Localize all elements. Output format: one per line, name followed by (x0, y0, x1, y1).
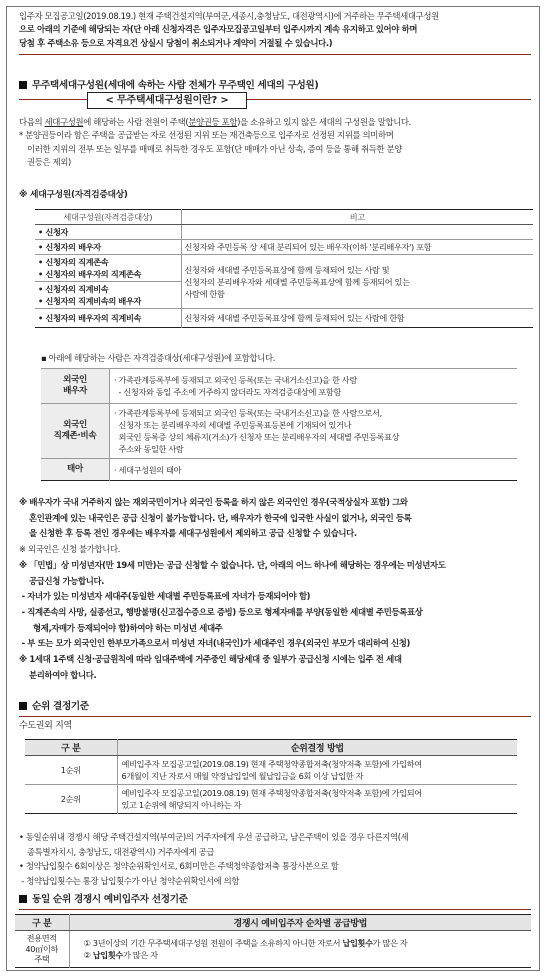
region-subtitle: 수도권외 지역 (19, 721, 72, 731)
ranking-table (25, 739, 517, 814)
table-row: 외국인 직계존·비속 · 가족관계등록부에 등재되고 외국인 등록(또는 국내거소신고)을 한 사람으로서, 신청자 또는 분리배우자의 세대별 주민등록표등본에 기재되어 있거나 외국인 등록증 상의 체류지(거소)가 신청자 또는 분리배우자의 세대별 주민등록표상 주소와 동일한 사람 (41, 404, 517, 459)
note-minor-case-2-line-1: - 직계존속의 사망, 실종선고, 행방불명(신고접수증으로 증빙) 등으로 형제자매를 부양(동일한 세대별 주민등록표상 (19, 606, 423, 617)
category-col-header: 구 분 (15, 915, 69, 931)
note-minor-case-1: - 자녀가 있는 미성년자 세대주(동일한 세대별 주민등록표에 자녀가 등재되어야 함) (19, 591, 311, 602)
ranking-notes (7, 830, 539, 888)
table-row: 2순위 예비입주자 모집공고일(2019.08.19) 현재 주택청약종합저축(청약저축 포함)에 가입되어 있고 1순위에 해당되지 아니하는 자 (25, 785, 517, 814)
method-col-header: 순위결정 방법 (117, 740, 517, 756)
eligibility-notes (7, 495, 539, 683)
foreigner-intro: ▪ 아래에 해당하는 사람은 자격검증대상(세대구성원)에 포함합니다. (41, 353, 276, 363)
rank-col-header: 구 분 (25, 740, 117, 756)
members-subtitle: ※ 세대구성원(자격검증대상) (19, 190, 128, 200)
tiebreak-table (15, 914, 531, 968)
note-minor-case-3: - 부 또는 모가 외국인인 한부모가족으로서 미성년 자녀(내국인)가 세대주인 경우(외국인 부모가 대리하여 신청) (19, 638, 410, 649)
section-title-ranking: 순위 결정기준 (7, 700, 539, 714)
table-row: 1순위 예비입주자 모집공고일(2019.08.19) 현재 주택청약종합저축(청약저축 포함)에 가입하여 6개월이 지난 자로서 매월 약정납입일에 월납입금을 6회 이상 납입한 자 (25, 756, 517, 785)
table-row: • 신청자의 배우자의 직계비속 신청자와 세대별 주민등록표상에 함께 등재되어 있는 사람에 한함 (35, 309, 533, 328)
section-divider (19, 54, 531, 55)
ranking-note-1-line-2: 종특별자치시, 충청남도, 대전광역시) 거주자에게 공급 (27, 846, 215, 857)
remarks-col-header: 비고 (181, 210, 533, 225)
ranking-note-1-line-1: • 동일순위내 경쟁시 해당 주택건설지역(부여군)의 거주자에게 우선 공급하고, 남은주택이 있을 경우 다른지역(세 (19, 832, 409, 842)
note-minor-line-1: ※ 「민법」상 미성년자(만 19세 미만)는 공급 신청할 수 없습니다. 단, 아래의 어느 하나에 해당하는 경우에는 미성년자도 (19, 559, 446, 570)
members-table (35, 209, 533, 328)
note-line-3: 권등은 제외) (27, 157, 71, 168)
square-bullet-icon (19, 81, 27, 89)
definition-paragraph (7, 116, 539, 170)
note-spouse-line-1: ※ 배우자가 국내 거주하지 않는 재외국민이거나 외국인 등록을 하지 않은 외국인인 경우(국적상실자 포함) 그와 (19, 497, 408, 507)
note-spouse-line-2: 혼인관계에 있는 내국인은 공급 신청이 불가능합니다. 단, 배우자가 한국에 입국한 사실이 없거나, 외국인 등록 (29, 512, 412, 523)
members-table-wrap (7, 209, 539, 328)
members-col-header: 세대구성원(자격검증대상) (35, 210, 181, 225)
intro-line-2: 으로 아래의 기준에 해당되는 자(단 아래 신청자격은 입주자모집공고일부터 입주시까지 계속 유지하고 있어야 하며 (19, 24, 418, 35)
definition-line: 다음의 세대구성원에 해당하는 사람 전원이 주택(분양권등 포함)을 소유하고 있지 않은 세대의 구성원을 말합니다. (19, 117, 411, 127)
table-row: • 신청자의 직계존속 • 신청자의 배우자의 직계존속 신청자와 세대별 주민등록표상에 함께 등재되어 있는 사람 및 신청자의 분리배우자와 세대별 주민등록표상에 함께 등재되어 있는 사람에 한함 (35, 255, 533, 282)
square-bullet-icon (19, 895, 27, 903)
note-spouse-line-3: 을 신청한 후 등록 전인 경우에는 배우자를 세대구성원에서 제외하고 공급 신청할 수 있습니다. (29, 528, 357, 539)
tiebreak-item-2: ② 납입횟수가 많은 자 (83, 949, 158, 960)
ranking-note-2: • 청약납입횟수 6회이상은 청약순위확인서로, 6회미만은 주택청약종합저축 통장사본으로 함 (19, 861, 339, 871)
foreigner-table-wrap (7, 368, 539, 481)
table-row: 태아 · 세대구성원의 태아 (41, 459, 517, 481)
supply-method-col-header: 경쟁시 예비입주자 순차별 공급방법 (69, 915, 531, 931)
definition-banner: < 무주택세대구성원이란? > (87, 92, 247, 109)
table-row: • 신청자의 직계비속 • 신청자의 직계비속의 배우자 (35, 282, 533, 309)
table-row: 전용면적 40㎡이하 주택 ① 3년이상의 기간 무주택세대구성원 전원이 주택을 소유하지 아니한 자로서 납입횟수가 많은 자 ② 납입횟수가 많은 자 (15, 931, 531, 968)
tiebreak-table-wrap (7, 914, 539, 968)
foreigner-table (41, 368, 517, 481)
section-title-household: 무주택세대구성원(세대에 속하는 사람 전체가 무주택인 세대의 구성원) (7, 79, 539, 93)
tiebreak-item-1: ① 3년이상의 기간 무주택세대구성원 전원이 주택을 소유하지 아니한 자로서 납입횟수가 많은 자 (83, 937, 408, 948)
intro-line-1: 입주자 모집공고일(2019.08.19.) 현재 주택건설지역(부여군,세종시,충청남도, 대전광역시)에 거주하는 무주택세대구성원 (19, 11, 439, 21)
note-minor-line-2: 공급신청 가능합니다. (29, 575, 105, 586)
section-underline (19, 716, 531, 717)
intro-paragraph (7, 10, 539, 50)
section-underline (19, 909, 531, 910)
square-bullet-icon (19, 702, 27, 710)
table-row: • 신청자 (35, 225, 533, 240)
note-foreigner: ※ 외국인은 신청 불가합니다. (19, 544, 121, 555)
section-title-tiebreak: 동일 순위 경쟁시 예비입주자 선정기준 (7, 893, 539, 907)
notice-page (6, 6, 540, 971)
note-one-house-line-2: 분리하여야 합니다. (29, 669, 97, 680)
table-row: 외국인 배우자 · 가족관계등록부에 등재되고 외국인 등록(또는 국내거소신고)을 한 사람 - 신청자와 동일 주소에 거주하지 않더라도 자격검증대상에 포함함 (41, 369, 517, 404)
note-one-house-line-1: ※ 1세대 1주택 신청·공급원칙에 따라 임대주택에 거주중인 해당세대 중 일부가 공급신청 시에는 입주 전 세대 (19, 654, 402, 665)
note-line-2: 이러한 지위의 전부 또는 일부를 매매로 취득한 경우도 포함(단 매매가 아닌 상속, 증여 등을 통해 취득한 분양 (27, 143, 403, 154)
ranking-table-wrap (7, 739, 539, 814)
intro-line-3: 당첨 후 주택소유 등으로 자격요건 상실시 당첨이 취소되거나 계약이 거절될 수 있습니다.) (19, 37, 333, 48)
table-row: • 신청자의 배우자 신청자와 주민등록 상 세대 분리되어 있는 배우자(이하 '분리배우자') 포함 (35, 240, 533, 255)
ranking-note-3: - 청약납입횟수는 통장 납입횟수가 아닌 청약순위확인서에 의함 (19, 875, 240, 886)
note-minor-case-2-line-2: 형제,자매가 등재되어야 함)하여야 하는 미성년 세대주 (33, 622, 223, 633)
note-line-1: * 분양권등이라 함은 주택을 공급받는 자로 선정된 지위 또는 재건축등으로 입주자로 선정된 지위를 의미하며 (19, 130, 394, 141)
